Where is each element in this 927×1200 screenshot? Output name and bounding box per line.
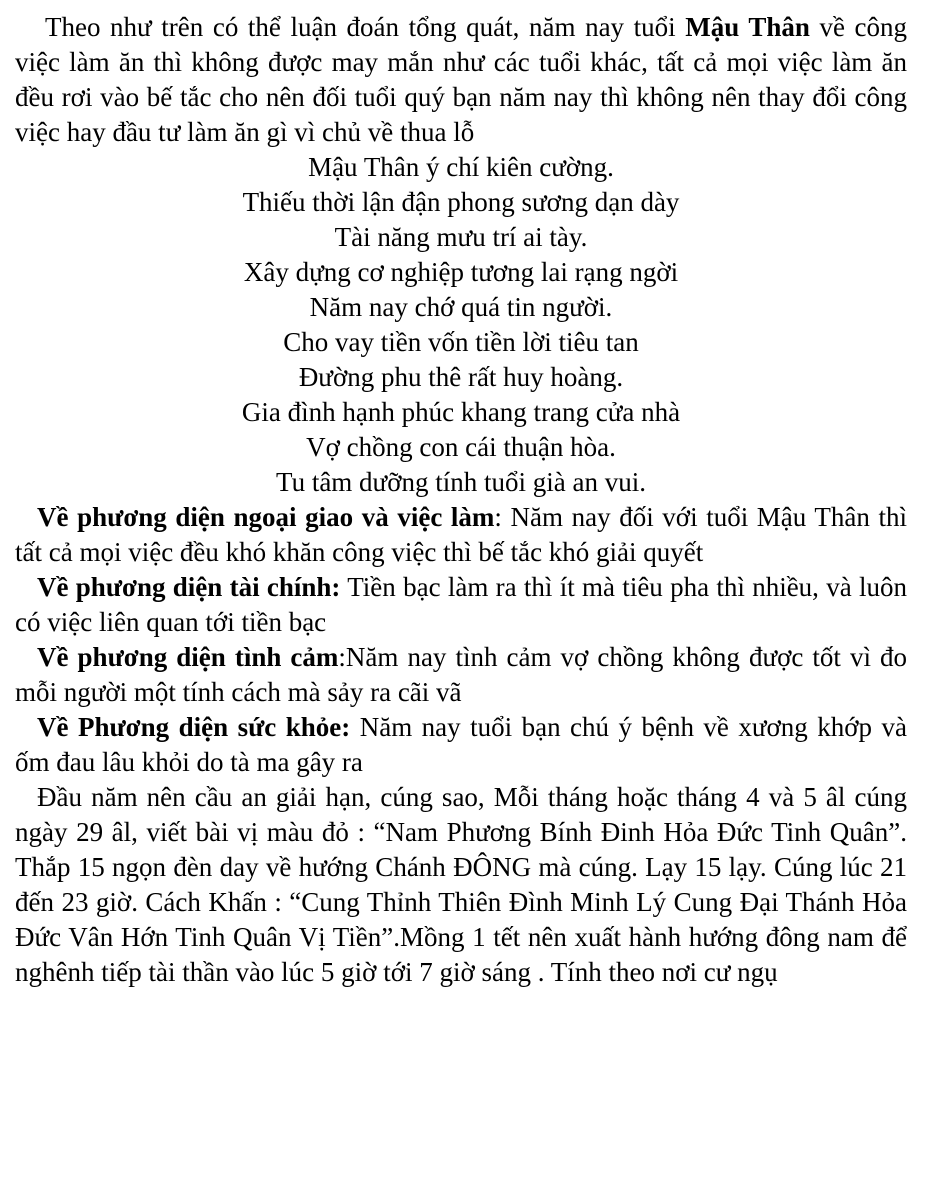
poem-line: Mậu Thân ý chí kiên cường.: [308, 152, 614, 182]
section-heading: Về Phương diện sức khỏe:: [37, 712, 351, 742]
closing-paragraph: Đầu năm nên cầu an giải hạn, cúng sao, Mỗi tháng hoặc tháng 4 và 5 âl cúng ngày 29 âl, viết bài vị màu đỏ : “Nam Phương Bính Đinh Hỏa Đức Tinh Quân”. Thắp 15 ngọn đèn day về hướng Chánh ĐÔNG mà cúng. Lạy 15 lạy. Cúng lúc 21 đến 23 giờ. Cách Khấn : “Cung Thỉnh Thiên Đình Minh Lý Cung Đại Thánh Hỏa Đức Vân Hớn Tinh Quân Vị Tiền”.Mồng 1 tết nên xuất hành hướng đông nam để nghênh tiếp tài thần vào lúc 5 giờ tới 7 giờ sáng . Tính theo nơi cư ngụ: [15, 782, 907, 987]
section-body: :Năm nay tình cảm vợ chồng không được tốt vì đo mỗi người một tính cách mà sảy ra cãi vã: [15, 642, 908, 707]
section-paragraph-health: [15, 710, 907, 780]
section-body: Năm nay tuổi bạn chú ý bệnh về xương khớp và ốm đau lâu khỏi do tà ma gây ra: [15, 712, 907, 777]
section-body: Tiền bạc làm ra thì ít mà tiêu pha thì nhiều, và luôn có việc liên quan tới tiền bạc: [15, 572, 908, 637]
poem: [15, 150, 907, 500]
poem-line: Đường phu thê rất huy hoàng.: [298, 362, 624, 392]
poem-line: Vợ chồng con cái thuận hòa.: [306, 432, 616, 462]
poem-line: Thiếu thời lận đận phong sương dạn dày: [242, 187, 680, 217]
poem-line: Tài năng mưu trí ai tày.: [334, 222, 588, 252]
intro-bold-age: Mậu Thân: [685, 12, 810, 42]
poem-line: Cho vay tiền vốn tiền lời tiêu tan: [283, 327, 639, 357]
section-paragraph-foreign-affairs: [15, 500, 907, 570]
intro-text-before: Theo như trên có thể luận đoán tổng quát, năm nay tuổi: [45, 12, 686, 42]
poem-line: Xây dựng cơ nghiệp tương lai rạng ngời: [243, 257, 679, 287]
section-paragraph-finance: [15, 570, 907, 640]
section-heading: Về phương diện tình cảm: [37, 642, 339, 672]
poem-line: Gia đình hạnh phúc khang trang cửa nhà: [241, 397, 681, 427]
intro-text-after: về công việc làm ăn thì không được may mắn như các tuổi khác, tất cả mọi việc làm ăn đều rơi vào bế tắc cho nên đối tuổi quý bạn năm nay thì không nên thay đổi công việc hay đầu tư làm ăn gì vì chủ về thua lỗ: [15, 12, 908, 147]
poem-line: Năm nay chớ quá tin người.: [309, 292, 613, 322]
intro-paragraph: [15, 10, 907, 150]
section-body: : Năm nay đối với tuổi Mậu Thân thì tất cả mọi việc đều khó khăn công việc thì bế tắc khó giải quyết: [15, 502, 907, 567]
poem-line: Tu tâm dưỡng tính tuổi già an vui.: [276, 467, 646, 497]
section-heading: Về phương diện ngoại giao và việc làm: [37, 502, 495, 532]
section-heading: Về phương diện tài chính:: [37, 572, 341, 602]
section-paragraph-love: [15, 640, 907, 710]
